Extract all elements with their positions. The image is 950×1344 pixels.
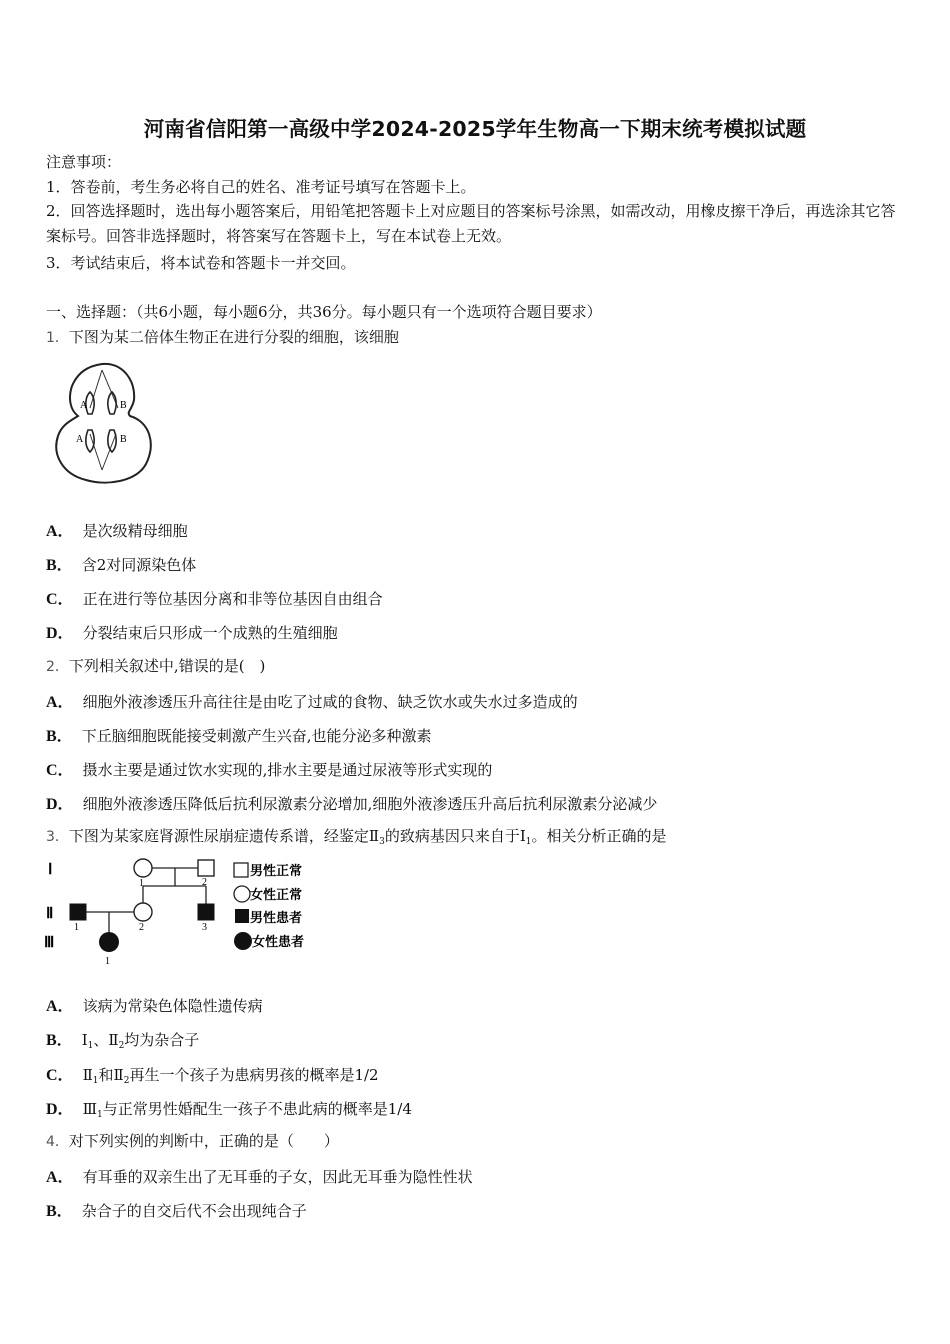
I-2-number: 2 bbox=[202, 877, 207, 888]
II-3-affected-male bbox=[198, 904, 214, 920]
legend-normal-male-icon bbox=[234, 863, 248, 877]
gene-label-A-lower: A bbox=[76, 434, 84, 445]
I-2-normal-male bbox=[198, 860, 214, 876]
gene-label-B-lower: B bbox=[120, 434, 127, 445]
question-3-option-c[interactable]: C． $Ⅱ_1$和$Ⅱ_2$再生一个孩子为患病男孩的概率是1/2 bbox=[46, 1066, 379, 1086]
notice-heading: 注意事项： bbox=[46, 153, 122, 171]
II-1-affected-male bbox=[70, 904, 86, 920]
generation-II-label: Ⅱ bbox=[46, 906, 54, 922]
II-1-number: 1 bbox=[74, 922, 79, 933]
question-number: 4． bbox=[46, 1134, 69, 1150]
question-1-stem: 1．下图为某二倍体生物正在进行分裂的细胞，该细胞 bbox=[46, 328, 399, 346]
generation-I-label: Ⅰ bbox=[48, 862, 53, 878]
legend-normal-female: 女性正常 bbox=[250, 887, 303, 902]
spindle-fibers bbox=[90, 370, 118, 470]
lower-chromosomes bbox=[86, 430, 116, 452]
II-3-number: 3 bbox=[202, 922, 207, 933]
question-2-option-b[interactable]: B． 下丘脑细胞既能接受刺激产生兴奋,也能分泌多种激素 bbox=[46, 727, 432, 745]
legend-normal-male: 男性正常 bbox=[250, 863, 303, 878]
II-2-normal-female bbox=[134, 903, 152, 921]
legend-affected-male: 男性患者 bbox=[250, 910, 303, 925]
I-1-number: 1 bbox=[139, 878, 144, 889]
question-1-option-d[interactable]: D． 分裂结束后只形成一个成熟的生殖细胞 bbox=[46, 624, 338, 642]
notice-item-1: 1．答卷前，考生务必将自己的姓名、准考证号填写在答题卡上。 bbox=[46, 178, 476, 196]
question-2-option-a[interactable]: A． 细胞外液渗透压升高往往是由吃了过咸的食物、缺乏饮水或失水过多造成的 bbox=[46, 693, 578, 711]
III-1-affected-female bbox=[99, 932, 119, 952]
question-1-option-c[interactable]: C． 正在进行等位基因分离和非等位基因自由组合 bbox=[46, 590, 383, 608]
question-4-stem: 4．对下列实例的判断中，正确的是（ ） bbox=[46, 1132, 339, 1150]
page-title: 河南省信阳第一高级中学2024-2025学年生物高一下期末统考模拟试题 bbox=[143, 117, 807, 141]
legend-normal-female-icon bbox=[234, 886, 250, 902]
question-2-option-c[interactable]: C． 摄水主要是通过饮水实现的,排水主要是通过尿液等形式实现的 bbox=[46, 761, 493, 779]
upper-chromosomes bbox=[86, 392, 116, 414]
I-1-normal-female bbox=[134, 859, 152, 877]
section-heading: 一、选择题：（共6小题，每小题6分，共36分。每小题只有一个选项符合题目要求） bbox=[46, 303, 602, 321]
question-2-option-d[interactable]: D． 细胞外液渗透压降低后抗利尿激素分泌增加,细胞外液渗透压升高后抗利尿激素分泌减少 bbox=[46, 795, 658, 813]
question-3-option-a[interactable]: A． 该病为常染色体隐性遗传病 bbox=[46, 997, 263, 1015]
question-number: 1． bbox=[46, 330, 69, 346]
legend-affected-male-icon bbox=[235, 909, 249, 923]
question-4-option-a[interactable]: A． 有耳垂的双亲生出了无耳垂的子女，因此无耳垂为隐性性状 bbox=[46, 1168, 473, 1186]
question-3-option-d[interactable]: D． $Ⅲ_1$与正常男性婚配生一孩子不患此病的概率是1/4 bbox=[46, 1100, 412, 1120]
gene-label-A-upper: A bbox=[80, 400, 88, 411]
legend-affected-female: 女性患者 bbox=[252, 934, 305, 949]
question-1-option-a[interactable]: A． 是次级精母细胞 bbox=[46, 522, 188, 540]
III-1-number: 1 bbox=[105, 956, 110, 967]
cell-division-figure bbox=[50, 358, 160, 488]
pedigree-chart bbox=[40, 852, 330, 972]
II-2-number: 2 bbox=[139, 922, 144, 933]
question-2-stem: 2．下列相关叙述中,错误的是( ) bbox=[46, 657, 266, 675]
question-3-option-b[interactable]: B． $Ⅰ_1$、$Ⅱ_2$均为杂合子 bbox=[46, 1031, 200, 1051]
legend-affected-female-icon bbox=[234, 932, 252, 950]
question-number: 2． bbox=[46, 659, 69, 675]
notice-item-2: 2．回答选择题时，选出每小题答案后，用铅笔把答题卡上对应题目的答案标号涂黑，如需改动，用橡皮擦干净后，再选涂其它答案标号。回答非选择题时，将答案写在答题卡上，写在本试卷上无效。 bbox=[46, 202, 896, 245]
question-number: 3． bbox=[46, 829, 69, 845]
gene-label-B-upper: B bbox=[120, 400, 127, 411]
generation-III-label: Ⅲ bbox=[44, 935, 55, 951]
question-1-option-b[interactable]: B． 含2对同源染色体 bbox=[46, 556, 197, 574]
question-4-option-b[interactable]: B． 杂合子的自交后代不会出现纯合子 bbox=[46, 1202, 307, 1220]
notice-item-3: 3．考试结束后，将本试卷和答题卡一并交回。 bbox=[46, 254, 356, 272]
question-3-stem: 3．下图为某家庭肾源性尿崩症遗传系谱，经鉴定$Ⅱ_3$的致病基因只来自于$Ⅰ_1$。相关分析正确的是 bbox=[46, 827, 667, 847]
